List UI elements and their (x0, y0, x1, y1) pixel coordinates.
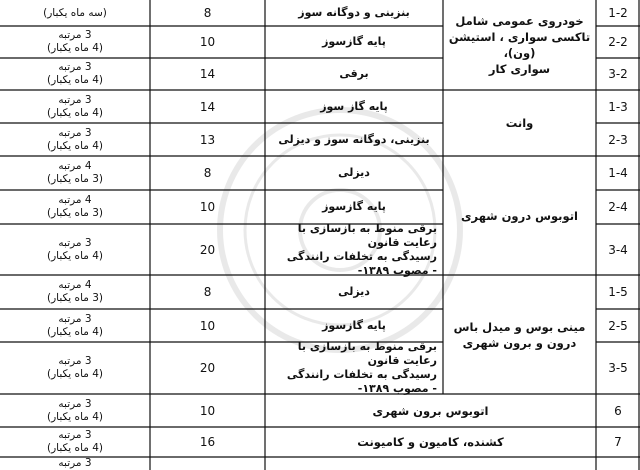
age-limit-cell: 10 (199, 35, 216, 49)
fuel-type-cell: دیزلی (338, 285, 370, 298)
age-limit-cell: 10 (199, 403, 216, 418)
frequency-cell: 3 مرتبه (4 ماه یکبار) (46, 126, 104, 152)
frequency-cell: 3 مرتبه (4 ماه یکبار) (46, 312, 104, 338)
vehicle-category-cell: کشنده، کامیون و کامیونت (357, 435, 504, 449)
row-number-cell: 2-2 (608, 35, 628, 49)
age-limit-cell: 14 (199, 99, 216, 114)
row-number-cell: 1-3 (608, 99, 628, 114)
row-number-cell (596, 457, 640, 470)
frequency-cell: (سه ماه یکبار) (43, 6, 107, 19)
frequency-cell: 3 مرتبه (58, 457, 92, 469)
row-number-cell: 1-4 (608, 166, 628, 180)
fuel-type-cell: بنزینی و دوگانه سوز (298, 6, 410, 19)
age-limit-cell: 16 (199, 435, 216, 449)
row-number-cell: 2-4 (608, 200, 628, 214)
frequency-cell: 3 مرتبه (4 ماه یکبار) (46, 93, 104, 119)
fuel-type-cell: برقی منوط به بازسازی با رعایت قانون رسیدگی به تخلفات رانندگی - مصوب ۱۳۸۹- (286, 221, 437, 277)
fuel-type-cell: پایه گازسوز (322, 35, 386, 48)
vehicle-category-cell: اتوبوس برون شهری (372, 403, 489, 418)
frequency-cell: 3 مرتبه (4 ماه یکبار) (46, 429, 104, 454)
age-limit-cell: 20 (199, 361, 216, 375)
age-limit-cell: 10 (199, 200, 216, 214)
frequency-cell: 3 مرتبه (4 ماه یکبار) (46, 355, 104, 380)
row-number-cell: 7 (614, 435, 622, 449)
fuel-type-cell: پایه گازسوز (322, 200, 386, 213)
row-number-cell: 1-5 (608, 285, 628, 299)
fuel-type-cell: برقی منوط به بازسازی با رعایت قانون رسیدگی به تخلفات رانندگی - مصوب ۱۳۸۹- (286, 340, 437, 395)
frequency-cell: 3 مرتبه (4 ماه یکبار) (46, 61, 104, 86)
age-limit-cell: 20 (199, 242, 216, 257)
age-limit-cell: 10 (199, 318, 216, 333)
age-limit-cell: 8 (203, 6, 212, 20)
row-number-cell: 3-5 (608, 361, 628, 375)
frequency-cell: 4 مرتبه (3 ماه یکبار) (46, 194, 104, 219)
row-number-cell: 2-5 (608, 318, 628, 333)
frequency-cell: 3 مرتبه (4 ماه یکبار) (46, 397, 104, 423)
age-limit-cell: 13 (199, 132, 216, 147)
row-number-cell: 3-2 (608, 67, 628, 81)
vehicle-category-cell: وانت (505, 116, 534, 130)
fuel-type-cell: بنزینی، دوگانه سوز و دیزلی (278, 132, 430, 146)
row-number-cell: 2-3 (608, 132, 628, 147)
frequency-cell: 3 مرتبه (4 ماه یکبار) (46, 236, 104, 262)
row-number-cell: 6 (614, 403, 622, 418)
row-number-cell: 3-4 (608, 242, 628, 257)
vehicle-category-cell: اتوبوس درون شهری (461, 208, 578, 223)
fuel-type-cell: برقی (339, 67, 369, 80)
age-limit-cell: 8 (203, 285, 212, 299)
vehicle-category-cell: مینی بوس و میدل باس درون و برون شهری (453, 319, 586, 350)
frequency-cell: 4 مرتبه (3 ماه یکبار) (46, 160, 104, 185)
frequency-cell: 3 مرتبه (4 ماه یکبار) (46, 29, 104, 54)
age-limit-cell (150, 457, 265, 470)
age-limit-cell: 8 (203, 166, 212, 180)
vehicle-category-cell: خودروی عمومی شامل تاکسی سواری ، استیشن (ون)، سواری کار (448, 14, 591, 76)
fuel-type-cell: پایه گاز سوز (320, 99, 388, 113)
age-limit-cell: 14 (199, 67, 216, 81)
row-number-cell: 1-2 (608, 6, 628, 20)
fuel-type-cell: دیزلی (338, 166, 370, 179)
frequency-cell: 4 مرتبه (3 ماه یکبار) (46, 279, 104, 304)
fuel-type-cell: پایه گازسوز (322, 318, 386, 332)
